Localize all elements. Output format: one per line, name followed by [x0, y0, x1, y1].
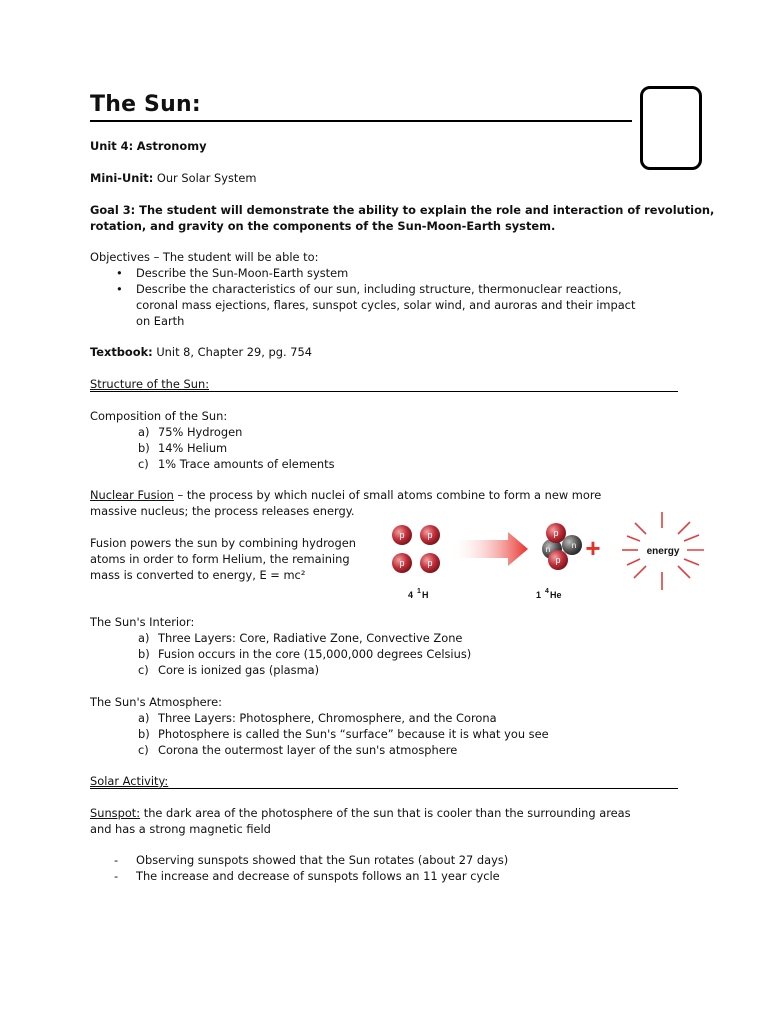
page-title: The Sun: — [90, 92, 201, 117]
textbook-value: Unit 8, Chapter 29, pg. 754 — [156, 345, 312, 359]
svg-text:He: He — [550, 590, 562, 600]
mini-unit-line — [90, 170, 257, 186]
objective-text: Describe the Sun-Moon-Earth system — [136, 266, 349, 280]
svg-text:H: H — [422, 590, 429, 600]
objectives-intro: Objectives – The student will be able to: — [90, 250, 319, 264]
svg-text:1: 1 — [417, 588, 421, 595]
objective-item — [116, 281, 635, 329]
list-item: b) Photosphere is called the Sun's “surface” because it is what you see — [138, 727, 549, 741]
svg-text:p: p — [553, 528, 559, 538]
sunspot-line-1: Sunspot: the dark area of the photosphere of the sun that is cooler than the surrounding areas — [90, 806, 631, 820]
svg-text:n: n — [545, 545, 551, 554]
section-rule — [90, 788, 678, 789]
list-item: b) Fusion occurs in the core (15,000,000 degrees Celsius) — [138, 647, 472, 661]
hydrogen-protons — [392, 525, 440, 573]
section-rule — [90, 391, 678, 392]
corner-box — [640, 86, 702, 170]
title-underline — [90, 120, 632, 122]
sunspot-line-2: and has a strong magnetic field — [90, 822, 271, 836]
nuclear-fusion-line-2: massive nucleus; the process releases energy. — [90, 504, 355, 518]
plus-sign: + — [585, 533, 601, 563]
svg-text:4: 4 — [408, 590, 414, 600]
list-item: a) 75% Hydrogen — [138, 425, 243, 439]
svg-text:1: 1 — [536, 590, 542, 600]
svg-text:4: 4 — [545, 588, 549, 595]
svg-text:p: p — [427, 530, 433, 540]
helium-label — [536, 588, 562, 600]
composition-list — [138, 424, 335, 472]
composition-heading: Composition of the Sun: — [90, 409, 228, 423]
nuclear-fusion-line-1: Nuclear Fusion – the process by which nuclei of small atoms combine to form a new more — [90, 488, 602, 502]
objective-text: on Earth — [136, 314, 185, 328]
list-item: a) Three Layers: Photosphere, Chromosphere, and the Corona — [138, 711, 497, 725]
atmosphere-list — [138, 710, 549, 758]
interior-list — [138, 630, 471, 678]
list-item: c) Core is ionized gas (plasma) — [138, 663, 320, 677]
list-item: - Observing sunspots showed that the Sun rotates (about 27 days) — [114, 852, 508, 868]
list-item: b) 14% Helium — [138, 441, 228, 455]
svg-text:p: p — [427, 558, 433, 568]
reaction-arrow-icon — [450, 532, 528, 566]
interior-heading: The Sun's Interior: — [90, 615, 195, 629]
unit-line — [90, 138, 207, 154]
svg-text:p: p — [399, 530, 405, 540]
fusion-powers-line-1: Fusion powers the sun by combining hydrogen — [90, 536, 356, 550]
solar-activity-heading: Solar Activity: — [90, 774, 169, 788]
objectives-list — [116, 265, 635, 329]
energy-label: energy — [646, 546, 680, 557]
list-item: a) Three Layers: Core, Radiative Zone, Convective Zone — [138, 631, 463, 645]
structure-heading: Structure of the Sun: — [90, 377, 210, 391]
svg-text:p: p — [399, 558, 405, 568]
fusion-diagram — [382, 512, 722, 612]
objective-text: Describe the characteristics of our sun, including structure, thermonuclear reactions, — [136, 282, 622, 296]
textbook-line — [90, 344, 312, 360]
objective-text: coronal mass ejections, flares, sunspot cycles, solar wind, and auroras and their impact — [136, 298, 636, 312]
unit-value: Astronomy — [136, 139, 207, 153]
objective-item — [116, 265, 635, 281]
goal-line-1: Goal 3: The student will demonstrate the ability to explain the role and interaction of revolution, — [90, 203, 715, 217]
mini-unit-label: Mini-Unit: — [90, 171, 154, 185]
fusion-powers-line-2: atoms in order to form Helium, the remaining — [90, 552, 350, 566]
hydrogen-label — [408, 588, 429, 600]
fusion-powers-line-3: mass is converted to energy, E = mc² — [90, 568, 306, 582]
nuclear-fusion-term: Nuclear Fusion — [90, 488, 174, 502]
mini-unit-value: Our Solar System — [156, 171, 257, 185]
sunspot-term: Sunspot: — [90, 806, 141, 820]
unit-label: Unit 4: — [90, 139, 134, 153]
goal-line-2: rotation, and gravity on the components of the Sun-Moon-Earth system. — [90, 219, 556, 233]
list-item: c) Corona the outermost layer of the sun's atmosphere — [138, 743, 458, 757]
atmosphere-heading: The Sun's Atmosphere: — [90, 695, 222, 709]
helium-nucleus — [542, 523, 582, 570]
svg-text:p: p — [555, 555, 561, 565]
textbook-label: Textbook: — [90, 345, 153, 359]
list-item: c) 1% Trace amounts of elements — [138, 457, 335, 471]
list-item: - The increase and decrease of sunspots follows an 11 year cycle — [114, 868, 508, 884]
svg-text:n: n — [571, 541, 577, 550]
sunspot-points — [114, 852, 508, 884]
